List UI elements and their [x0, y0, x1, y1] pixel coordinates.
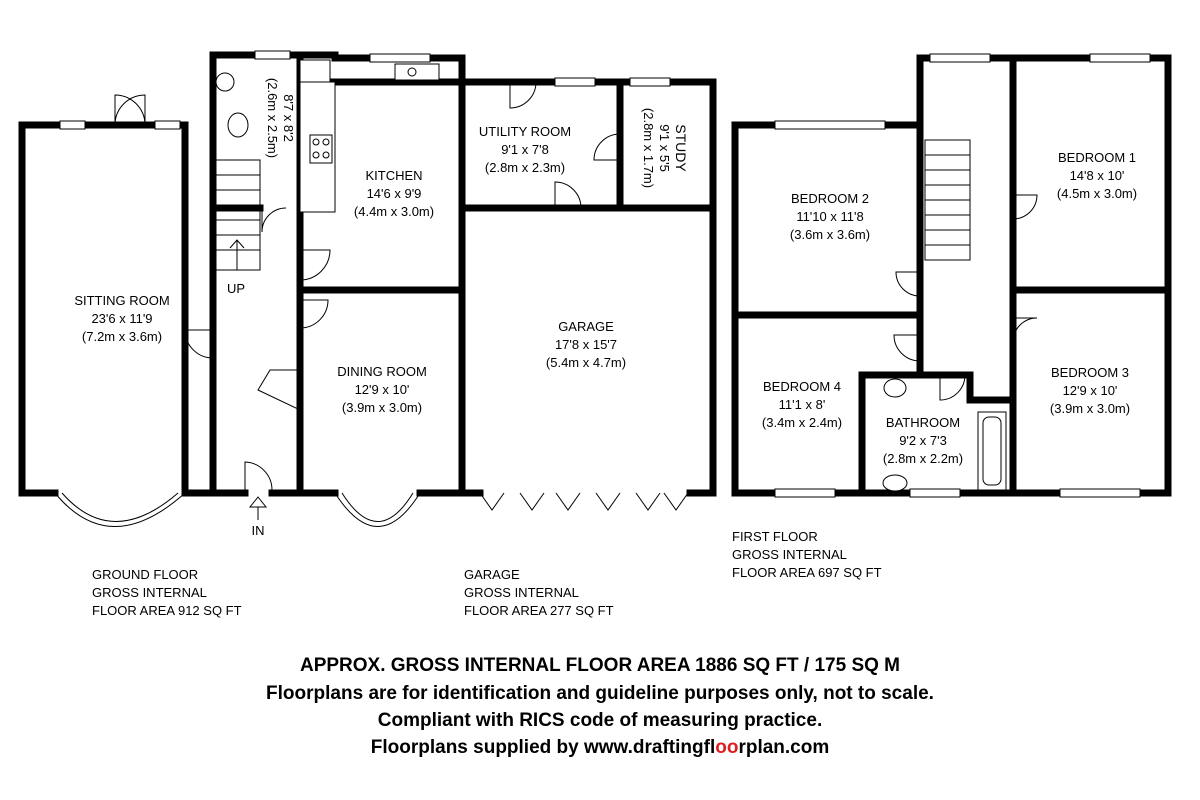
sink-drain-icon — [408, 68, 416, 76]
sitting-room-dim-metric: (7.2m x 3.6m) — [81, 329, 163, 344]
bedroom3-name: BEDROOM 3 — [1050, 365, 1130, 380]
kitchen-door — [300, 250, 330, 280]
bedroom4-wall-east — [862, 315, 920, 493]
basin-icon — [216, 73, 234, 91]
study-door — [594, 134, 620, 160]
kitchen-dim-metric: (4.4m x 3.0m) — [353, 204, 435, 219]
bedroom1-dim-metric: (4.5m x 3.0m) — [1056, 186, 1138, 201]
footer-total-area: APPROX. GROSS INTERNAL FLOOR AREA 1886 SQ FT / 175 SQ M — [299, 655, 901, 676]
kitchen-window — [370, 54, 430, 62]
hall-cupboard — [258, 370, 300, 410]
bedroom4-dim-imperial: 11'1 x 8' — [778, 397, 826, 412]
ground-caption-line-3: FLOOR AREA 912 SQ FT — [92, 603, 242, 618]
wc-door — [262, 208, 286, 232]
in-marker: IN — [251, 523, 265, 538]
sitting-room-door — [185, 330, 213, 358]
study-dim-metric: (2.8m x 1.7m) — [641, 107, 656, 189]
footer-credit — [0, 737, 1200, 759]
bedroom2-door — [896, 272, 920, 296]
dining-bay-window-inner — [342, 493, 413, 522]
kitchen-dim-imperial: 14'6 x 9'9 — [366, 186, 422, 201]
first-floor-stairs — [925, 140, 970, 260]
bedroom3-door — [1013, 318, 1037, 342]
bedroom3-window — [1060, 489, 1140, 497]
bedroom1-door — [1013, 195, 1037, 219]
ground-caption-line-2: GROSS INTERNAL — [92, 585, 207, 600]
bathtub-inner — [983, 417, 1001, 485]
dining-room-dim-imperial: 12'9 x 10' — [354, 382, 410, 397]
bedroom4-dim-metric: (3.4m x 2.4m) — [761, 415, 843, 430]
garage-caption-line-3: FLOOR AREA 277 SQ FT — [464, 603, 614, 618]
sitting-bay-window-inner — [62, 493, 178, 522]
bedroom1-window — [1090, 54, 1150, 62]
study-dim-imperial: 9'1 x 5'5 — [657, 124, 672, 172]
footer-credit-suffix: rplan.com — [738, 737, 830, 758]
bathroom-door — [940, 375, 965, 400]
landing-window — [930, 54, 990, 62]
bathroom-dim-imperial: 9'2 x 7'3 — [899, 433, 947, 448]
bedroom3-dim-metric: (3.9m x 3.0m) — [1049, 401, 1131, 416]
footer-rics: Compliant with RICS code of measuring practice. — [377, 710, 823, 731]
kitchen-sink-icon — [395, 64, 439, 80]
bedroom2-dim-imperial: 11'10 x 11'8 — [796, 209, 864, 224]
toilet-icon — [884, 379, 906, 397]
up-marker: UP — [226, 281, 246, 296]
bedroom1-dim-imperial: 14'8 x 10' — [1069, 168, 1125, 183]
sitting-window-2 — [155, 121, 180, 129]
footer-credit-highlight: oo — [715, 737, 739, 758]
first-caption-line-1: FIRST FLOOR — [732, 529, 818, 544]
utility-room-dim-imperial: 9'1 x 7'8 — [501, 142, 549, 157]
wc-dim-metric: (2.6m x 2.5m) — [265, 77, 280, 159]
wc-dim-imperial: 8'7 x 8'2 — [281, 94, 296, 142]
bedroom2-window — [775, 121, 885, 129]
utility-room-name: UTILITY ROOM — [478, 124, 572, 139]
utility-back-door — [510, 82, 536, 108]
front-door — [245, 462, 272, 493]
garage-dim-metric: (5.4m x 4.7m) — [545, 355, 627, 370]
bedroom3-dim-imperial: 12'9 x 10' — [1062, 383, 1118, 398]
toilet-icon — [228, 113, 248, 137]
utility-garage-door — [555, 182, 581, 208]
garage-name: GARAGE — [558, 319, 614, 334]
bedroom4-name: BEDROOM 4 — [762, 379, 842, 394]
first-caption-line-2: GROSS INTERNAL — [732, 547, 847, 562]
first-floor-plan — [735, 54, 1168, 497]
study-window — [630, 78, 670, 86]
sitting-room-wall-west — [22, 125, 55, 493]
bathroom-dim-metric: (2.8m x 2.2m) — [882, 451, 964, 466]
dining-room-dim-metric: (3.9m x 3.0m) — [341, 400, 423, 415]
first-caption-line-3: FLOOR AREA 697 SQ FT — [732, 565, 882, 580]
sitting-room-name: SITTING ROOM — [74, 293, 170, 308]
entrance-arrow-icon — [250, 497, 266, 520]
utility-room-dim-metric: (2.8m x 2.3m) — [484, 160, 566, 175]
bedroom4-door — [894, 335, 920, 361]
bathroom-name: BATHROOM — [885, 415, 961, 430]
sitting-window-1 — [60, 121, 85, 129]
garage-caption — [464, 567, 614, 618]
ground-floor-plan — [22, 51, 713, 527]
bedroom4-window — [775, 489, 835, 497]
garage-caption-line-1: GARAGE — [464, 567, 520, 582]
study-name: STUDY — [673, 124, 689, 172]
footer-disclaimer: Floorplans are for identification and guideline purposes only, not to scale. — [266, 683, 934, 704]
footer-credit-prefix: Floorplans supplied by www.draftingfl — [370, 737, 716, 758]
garage-dim-imperial: 17'8 x 15'7 — [554, 337, 618, 352]
dining-door — [300, 300, 328, 328]
dining-room-name: DINING ROOM — [337, 364, 427, 379]
garage-folding-doors — [480, 493, 688, 510]
bedroom2-name: BEDROOM 2 — [790, 191, 870, 206]
hob-icon — [310, 135, 332, 163]
sitting-room-dim-imperial: 23'6 x 11'9 — [91, 311, 153, 326]
basin-icon — [883, 475, 907, 491]
ground-floor-caption — [92, 567, 242, 618]
bedroom1-name: BEDROOM 1 — [1057, 150, 1137, 165]
wc-window — [255, 51, 290, 59]
bathroom-window — [910, 489, 960, 497]
first-floor-caption — [732, 529, 882, 580]
ground-stairs — [215, 160, 260, 270]
garage-caption-line-2: GROSS INTERNAL — [464, 585, 579, 600]
kitchen-name: KITCHEN — [365, 168, 423, 183]
utility-window — [555, 78, 595, 86]
ground-caption-line-1: GROUND FLOOR — [92, 567, 199, 582]
bedroom2-dim-metric: (3.6m x 3.6m) — [789, 227, 871, 242]
shower-icon — [300, 60, 330, 82]
